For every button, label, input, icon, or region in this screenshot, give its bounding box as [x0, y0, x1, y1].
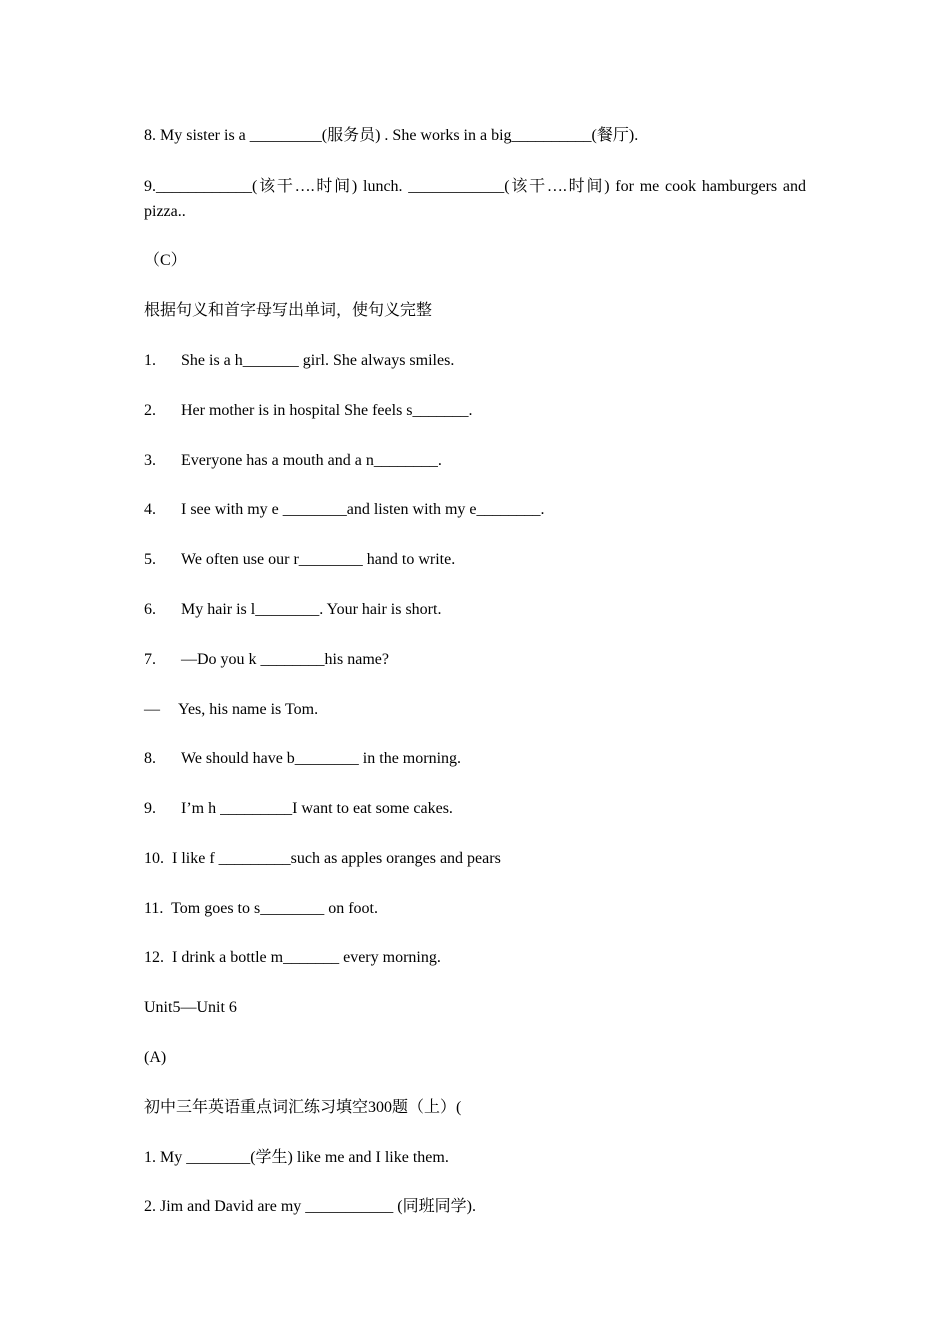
unit-heading: Unit5—Unit 6 — [144, 999, 237, 1016]
item-text: We should have b________ in the morning. — [181, 750, 462, 767]
item-text: Her mother is in hospital She feels s_______. — [181, 402, 473, 419]
exercise-a-item-1: 1. My ________(学生) like me and I like them. — [144, 1149, 449, 1166]
item-text: She is a h_______ girl. She always smiles. — [181, 352, 455, 369]
item-number: 7. — [144, 651, 156, 668]
item-text: We often use our r________ hand to write. — [181, 551, 456, 568]
exercise-c-item-9 — [144, 799, 453, 819]
exercise-c-item-7 — [144, 650, 389, 670]
exercise-c-item-11: 11. Tom goes to s________ on foot. — [144, 900, 378, 917]
section-c-instruction: 根据句义和首字母写出单词，使句义完整 — [144, 302, 433, 319]
item-number: 4. — [144, 501, 156, 518]
answer-text: Yes, his name is Tom. — [178, 701, 319, 718]
exercise-c-item-2 — [144, 401, 473, 421]
section-c-label: （C） — [144, 252, 187, 269]
item-number: 1. — [144, 352, 156, 369]
item-text: Everyone has a mouth and a n________. — [181, 452, 442, 469]
exercise-c-item-1 — [144, 351, 454, 371]
item-text: I’m h _________I want to eat some cakes. — [181, 800, 453, 817]
item-number: 8. — [144, 750, 156, 767]
item-text: My hair is l________. Your hair is short. — [181, 601, 442, 618]
exercise-c-item-5 — [144, 550, 455, 570]
section-a-label: (A) — [144, 1049, 167, 1066]
item-text: —Do you k ________his name? — [181, 651, 389, 668]
item-number: 6. — [144, 601, 156, 618]
item-number: 5. — [144, 551, 156, 568]
exercise-c-item-12: 12. I drink a bottle m_______ every morning. — [144, 949, 441, 966]
exercise-b-item-8: 8. My sister is a _________(服务员) . She works in a big__________(餐厅). — [144, 127, 639, 144]
item-number: 2. — [144, 402, 156, 419]
exercise-c-item-7-answer — [144, 700, 318, 720]
exercise-c-item-8 — [144, 749, 461, 769]
item-number: 3. — [144, 452, 156, 469]
exercise-b-item-9: 9.____________(该干….时间) lunch. ____________(该干….时间) for me cook hamburgers and pizza.. — [144, 178, 806, 220]
section-a-title: 初中三年英语重点词汇练习填空300题（上）( — [144, 1099, 462, 1116]
item-number: 9. — [144, 800, 156, 817]
exercise-c-item-4 — [144, 500, 545, 520]
exercise-c-item-10: 10. I like f _________such as apples oranges and pears — [144, 850, 501, 867]
exercise-c-item-3 — [144, 451, 442, 471]
item-text: I see with my e ________and listen with my e________. — [181, 501, 545, 518]
answer-dash: — — [144, 701, 160, 718]
exercise-c-item-6 — [144, 600, 441, 620]
exercise-a-item-2: 2. Jim and David are my ___________ (同班同学). — [144, 1198, 476, 1215]
